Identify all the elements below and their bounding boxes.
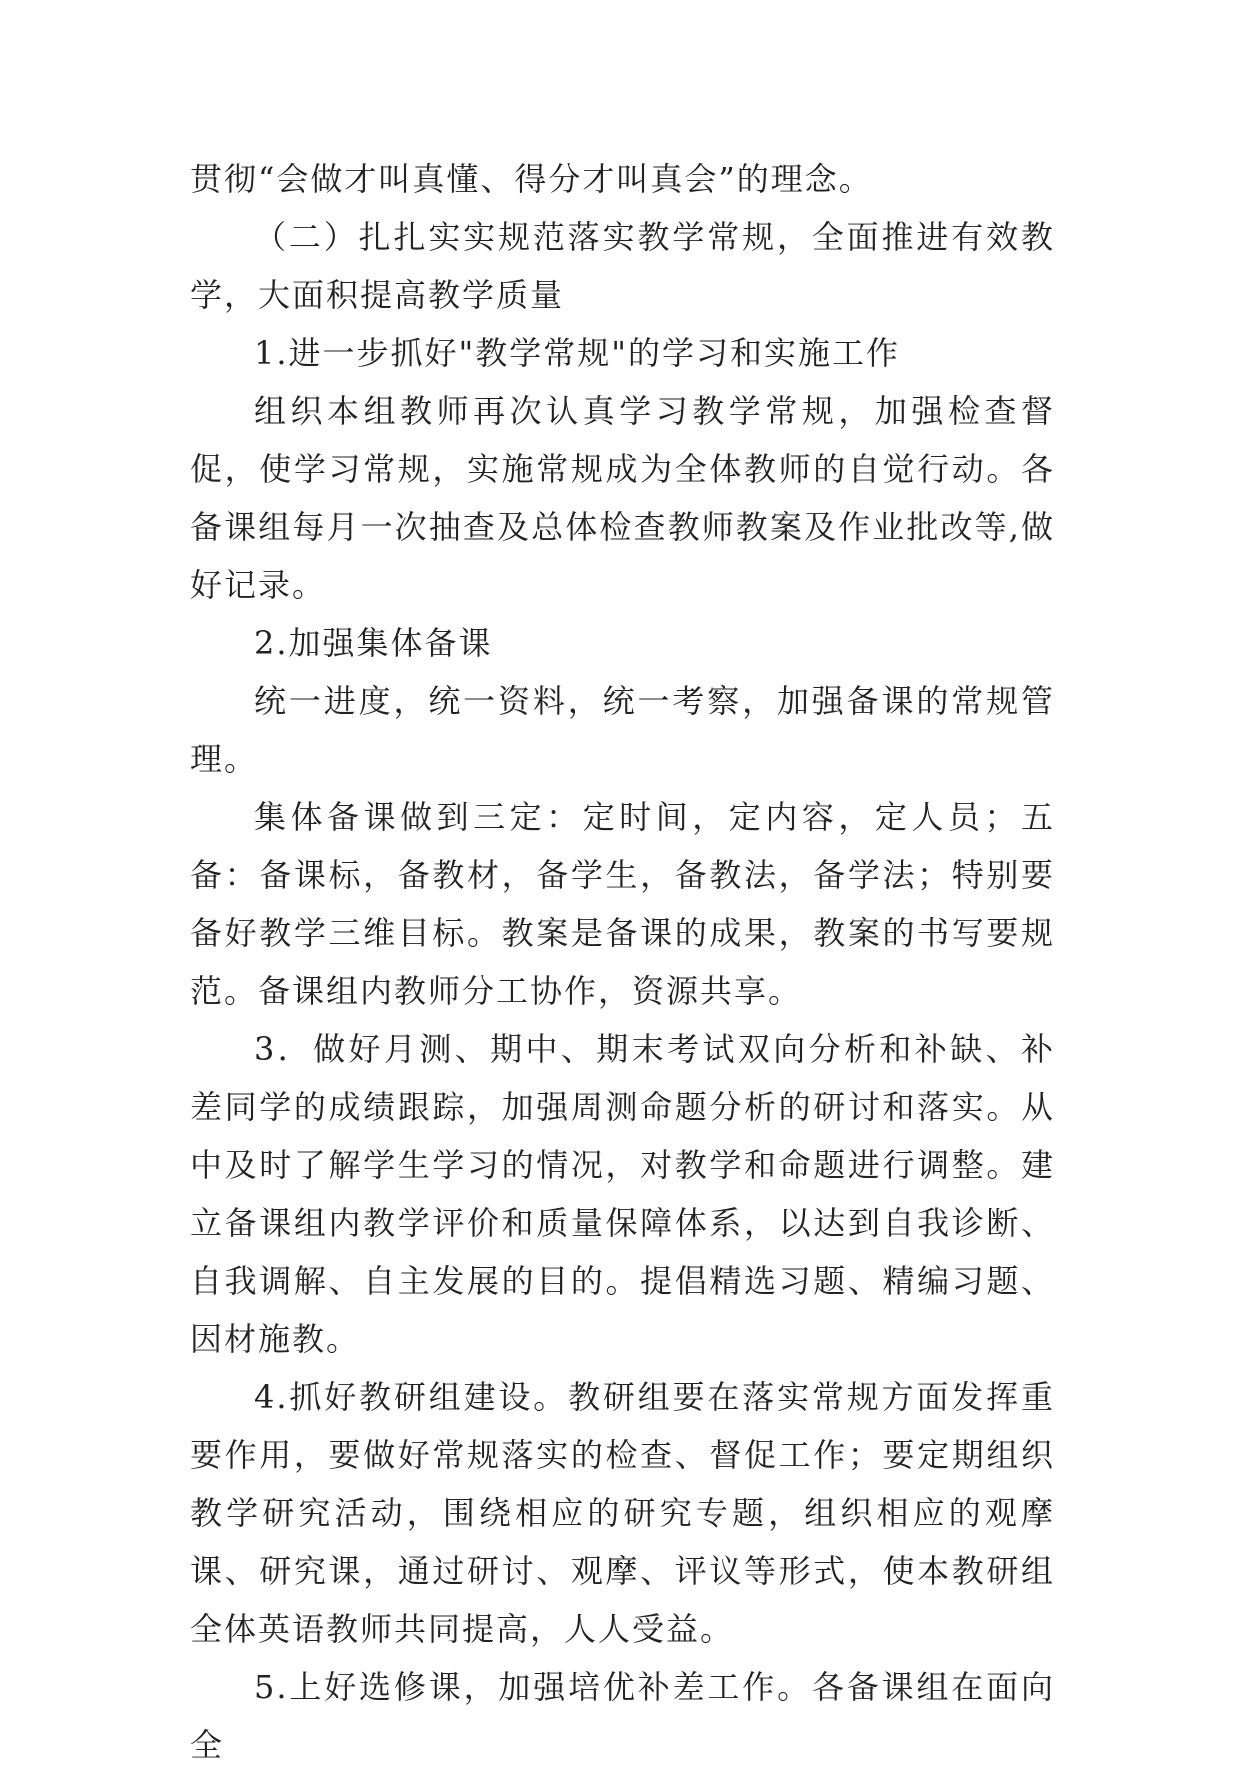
paragraph: 5.上好选修课，加强培优补差工作。各备课组在面向全 [190,1668,1055,1764]
paragraph: 3．做好月测、期中、期末考试双向分析和补缺、补差同学的成绩跟踪，加强周测命题分析的研讨和落实。从中及时了解学生学习的情况，对教学和命题进行调整。建立备课组内教学评价和质量保障体系，以达到自我诊断、自我调解、自主发展的目的。提倡精选习题、精编习题、因材施教。 [190,1030,1055,1358]
document-body [190,150,1055,1774]
paragraph: 贯彻“会做才叫真懂、得分才叫真会”的理念。 [190,160,873,198]
paragraph: 组织本组教师再次认真学习教学常规，加强检查督促，使学习常规，实施常规成为全体教师的自觉行动。各备课组每月一次抽查及总体检查教师教案及作业批改等,做好记录。 [190,392,1055,604]
paragraph: 4.抓好教研组建设。教研组要在落实常规方面发挥重要作用，要做好常规落实的检查、督促工作；要定期组织教学研究活动，围绕相应的研究专题，组织相应的观摩课、研究课，通过研讨、观摩、评议等形式，使本教研组全体英语教师共同提高，人人受益。 [190,1378,1055,1648]
item-heading: 1.进一步抓好"教学常规"的学习和实施工作 [254,334,900,372]
item-heading: 2.加强集体备课 [254,624,493,662]
paragraph: 集体备课做到三定：定时间，定内容，定人员；五备：备课标，备教材，备学生，备教法，备学法；特别要备好教学三维目标。教案是备课的成果，教案的书写要规范。备课组内教师分工协作，资源共享。 [190,798,1055,1010]
section-heading: （二）扎扎实实规范落实教学常规，全面推进有效教学，大面积提高教学质量 [190,218,1055,314]
paragraph: 统一进度，统一资料，统一考察，加强备课的常规管理。 [190,682,1055,778]
